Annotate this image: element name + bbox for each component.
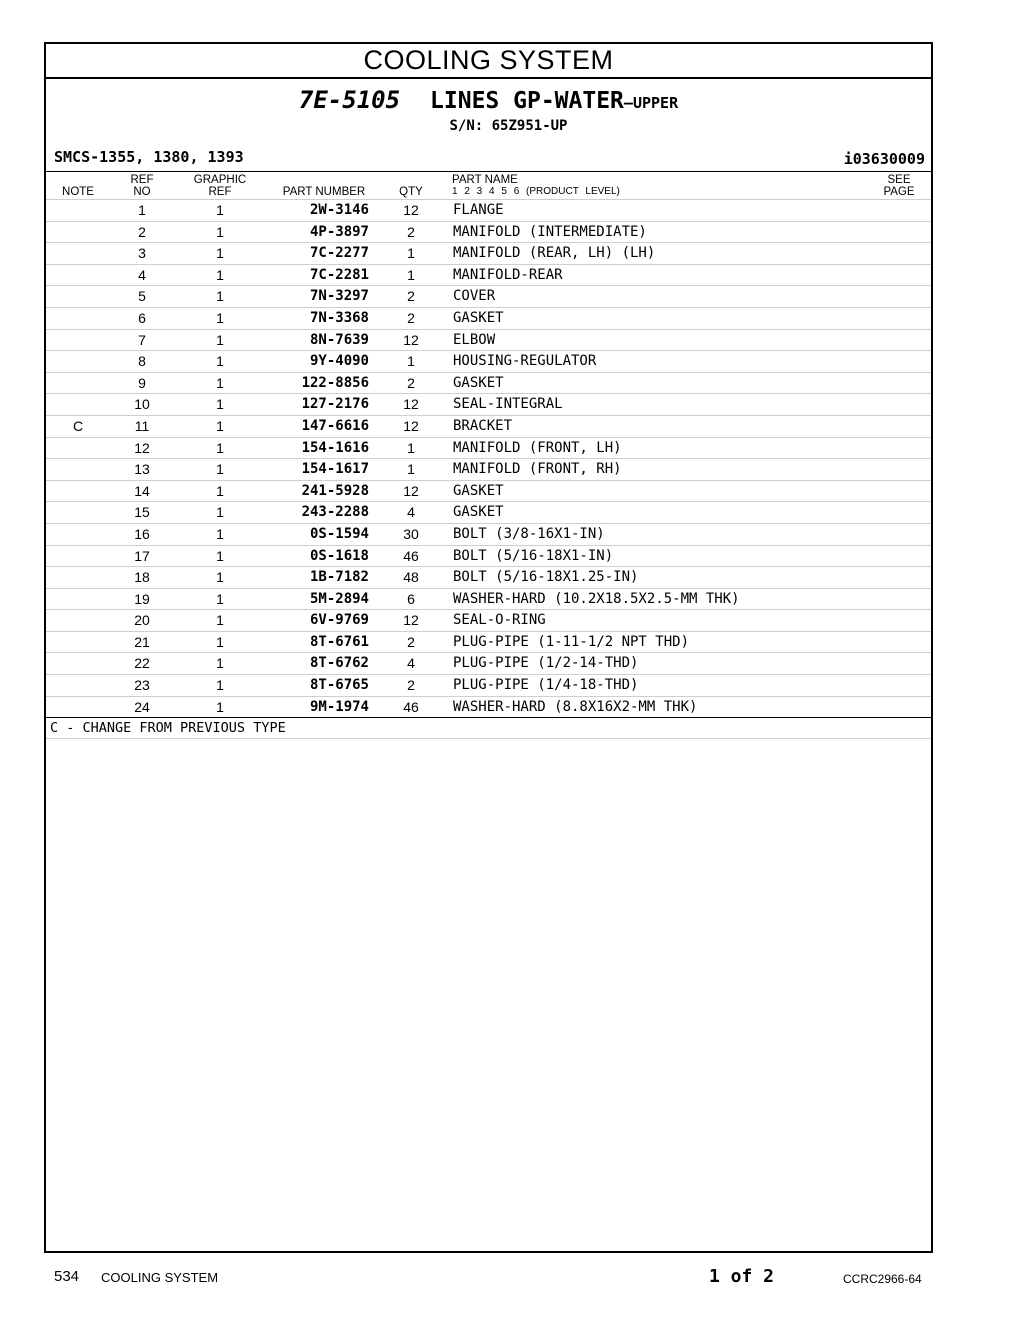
ref-number-cell: 23 <box>134 677 150 694</box>
quantity-cell: 1 <box>407 266 415 283</box>
footer-page-number: 534 <box>54 1268 80 1285</box>
part-name-cell: GASKET <box>453 504 504 521</box>
part-number-cell: 4P-3897 <box>309 223 369 240</box>
serial-range: S/N: 65Z951-UP <box>449 118 568 134</box>
col-header-ref-top: REF <box>130 174 154 186</box>
part-name-cell: HOUSING-REGULATOR <box>453 353 597 370</box>
col-header-product-levels: 1 2 3 4 5 6 (PRODUCT LEVEL) <box>452 186 620 197</box>
part-number-cell: 127-2176 <box>301 396 369 413</box>
group-number: 7E-5105 <box>298 86 401 114</box>
table-row <box>46 264 931 286</box>
graphic-ref-cell: 1 <box>216 396 224 413</box>
footnote-text: C - CHANGE FROM PREVIOUS TYPE <box>50 720 286 737</box>
graphic-ref-cell: 1 <box>216 677 224 694</box>
part-name-cell: WASHER-HARD (8.8X16X2-MM THK) <box>453 698 698 715</box>
table-row <box>46 458 931 480</box>
ref-number-cell: 14 <box>134 482 150 499</box>
col-header-qty: QTY <box>399 186 423 198</box>
ref-number-cell: 11 <box>134 417 150 434</box>
table-row <box>46 329 931 351</box>
part-name-cell: SEAL-INTEGRAL <box>453 396 563 413</box>
header-divider <box>46 171 931 172</box>
ref-number-cell: 12 <box>134 439 150 456</box>
graphic-ref-cell: 1 <box>216 353 224 370</box>
part-name-cell: COVER <box>453 288 496 305</box>
part-name-cell: BOLT (5/16-18X1.25-IN) <box>453 569 639 586</box>
col-header-ref-bottom: NO <box>133 186 151 198</box>
footer-doc-code: CCRC2966-64 <box>843 1272 922 1286</box>
table-row <box>46 631 931 653</box>
parts-table <box>46 199 931 739</box>
quantity-cell: 1 <box>407 353 415 370</box>
ref-number-cell: 15 <box>134 504 150 521</box>
graphic-ref-cell: 1 <box>216 698 224 715</box>
graphic-ref-cell: 1 <box>216 590 224 607</box>
part-name-cell: BOLT (5/16-18X1-IN) <box>453 547 614 564</box>
graphic-ref-cell: 1 <box>216 569 224 586</box>
graphic-ref-cell: 1 <box>216 223 224 240</box>
table-row <box>46 674 931 696</box>
ref-number-cell: 24 <box>134 698 150 715</box>
parts-page-frame <box>44 42 933 1253</box>
part-number-cell: 154-1617 <box>301 461 369 478</box>
table-row <box>46 285 931 307</box>
ref-number-cell: 22 <box>134 655 150 672</box>
ref-number-cell: 10 <box>134 396 150 413</box>
part-name-cell: MANIFOLD-REAR <box>453 266 563 283</box>
graphic-ref-cell: 1 <box>216 266 224 283</box>
part-number-cell: 8T-6761 <box>309 633 369 650</box>
part-name-cell: GASKET <box>453 374 504 391</box>
part-name-cell: ELBOW <box>453 331 496 348</box>
ref-number-cell: 16 <box>134 525 150 542</box>
group-qualifier: —UPPER <box>623 94 679 112</box>
col-header-see-page <box>876 174 922 198</box>
ref-number-cell: 19 <box>134 590 150 607</box>
part-number-cell: 0S-1618 <box>309 547 369 564</box>
quantity-cell: 46 <box>403 698 419 715</box>
smcs-codes: SMCS-1355, 1380, 1393 <box>54 148 244 166</box>
ref-number-cell: 2 <box>138 223 146 240</box>
section-title: COOLING SYSTEM <box>46 44 931 79</box>
footer-page-of: 1 of 2 <box>709 1266 775 1287</box>
part-number-cell: 243-2288 <box>301 504 369 521</box>
quantity-cell: 1 <box>407 439 415 456</box>
quantity-cell: 12 <box>403 482 419 499</box>
col-header-note: NOTE <box>62 186 94 198</box>
illustration-id: i03630009 <box>843 150 925 168</box>
part-number-cell: 5M-2894 <box>309 590 369 607</box>
ref-number-cell: 17 <box>134 547 150 564</box>
table-row <box>46 199 931 221</box>
table-row <box>46 696 931 718</box>
part-number-cell: 122-8856 <box>301 374 369 391</box>
quantity-cell: 12 <box>403 612 419 629</box>
table-row <box>46 566 931 588</box>
part-number-cell: 8T-6762 <box>309 655 369 672</box>
part-number-cell: 6V-9769 <box>309 612 369 629</box>
part-name-cell: PLUG-PIPE (1/4-18-THD) <box>453 677 639 694</box>
graphic-ref-cell: 1 <box>216 439 224 456</box>
group-title <box>46 86 931 114</box>
col-header-ref <box>118 174 166 198</box>
quantity-cell: 2 <box>407 677 415 694</box>
part-name-cell: GASKET <box>453 482 504 499</box>
quantity-cell: 30 <box>403 525 419 542</box>
graphic-ref-cell: 1 <box>216 288 224 305</box>
col-header-see-bottom: PAGE <box>883 186 915 198</box>
quantity-cell: 46 <box>403 547 419 564</box>
table-row <box>46 480 931 502</box>
col-header-see-top: SEE <box>887 174 911 186</box>
graphic-ref-cell: 1 <box>216 655 224 672</box>
part-number-cell: 7N-3297 <box>309 288 369 305</box>
part-number-cell: 1B-7182 <box>309 569 369 586</box>
col-header-graphic-top: GRAPHIC <box>193 174 247 186</box>
part-name-cell: FLANGE <box>453 202 504 218</box>
part-number-cell: 241-5928 <box>301 482 369 499</box>
graphic-ref-cell: 1 <box>216 309 224 326</box>
quantity-cell: 2 <box>407 374 415 391</box>
group-name: LINES GP-WATER <box>430 88 624 114</box>
quantity-cell: 2 <box>407 633 415 650</box>
note-cell: C <box>72 417 84 434</box>
graphic-ref-cell: 1 <box>216 417 224 434</box>
part-name-cell: PLUG-PIPE (1/2-14-THD) <box>453 655 639 672</box>
ref-number-cell: 13 <box>134 461 150 478</box>
table-row <box>46 652 931 674</box>
graphic-ref-cell: 1 <box>216 374 224 391</box>
part-name-cell: PLUG-PIPE (1-11-1/2 NPT THD) <box>453 633 690 650</box>
table-row <box>46 350 931 372</box>
ref-number-cell: 9 <box>138 374 146 391</box>
ref-number-cell: 21 <box>134 633 150 650</box>
table-row <box>46 221 931 243</box>
part-name-cell: GASKET <box>453 309 504 326</box>
graphic-ref-cell: 1 <box>216 633 224 650</box>
quantity-cell: 2 <box>407 288 415 305</box>
part-name-cell: MANIFOLD (FRONT, LH) <box>453 439 622 456</box>
ref-number-cell: 8 <box>138 353 146 370</box>
ref-number-cell: 5 <box>138 288 146 305</box>
quantity-cell: 2 <box>407 223 415 240</box>
part-name-cell: MANIFOLD (FRONT, RH) <box>453 461 622 478</box>
quantity-cell: 1 <box>407 461 415 478</box>
quantity-cell: 1 <box>407 245 415 262</box>
quantity-cell: 4 <box>407 504 415 521</box>
ref-number-cell: 18 <box>134 569 150 586</box>
table-row <box>46 437 931 459</box>
part-name-cell: MANIFOLD (INTERMEDIATE) <box>453 223 647 240</box>
part-number-cell: 2W-3146 <box>309 202 369 218</box>
table-row <box>46 588 931 610</box>
col-header-graphic-bottom: REF <box>208 186 232 198</box>
graphic-ref-cell: 1 <box>216 525 224 542</box>
quantity-cell: 12 <box>403 417 419 434</box>
part-number-cell: 147-6616 <box>301 417 369 434</box>
graphic-ref-cell: 1 <box>216 504 224 521</box>
part-number-cell: 0S-1594 <box>309 525 369 542</box>
table-row <box>46 242 931 264</box>
part-name-cell: BRACKET <box>453 417 513 434</box>
quantity-cell: 12 <box>403 396 419 413</box>
part-number-cell: 9M-1974 <box>309 698 369 715</box>
quantity-cell: 12 <box>403 202 419 218</box>
part-number-cell: 8T-6765 <box>309 677 369 694</box>
table-row <box>46 545 931 567</box>
table-row <box>46 393 931 415</box>
graphic-ref-cell: 1 <box>216 331 224 348</box>
part-name-cell: BOLT (3/8-16X1-IN) <box>453 525 605 542</box>
part-number-cell: 154-1616 <box>301 439 369 456</box>
part-number-cell: 7N-3368 <box>309 309 369 326</box>
table-row <box>46 609 931 631</box>
graphic-ref-cell: 1 <box>216 202 224 218</box>
part-number-cell: 8N-7639 <box>309 331 369 348</box>
quantity-cell: 2 <box>407 309 415 326</box>
col-header-part-name: PART NAME <box>452 174 518 186</box>
ref-number-cell: 7 <box>138 331 146 348</box>
table-row <box>46 307 931 329</box>
part-number-cell: 7C-2277 <box>309 245 369 262</box>
graphic-ref-cell: 1 <box>216 482 224 499</box>
graphic-ref-cell: 1 <box>216 612 224 629</box>
part-name-cell: SEAL-O-RING <box>453 612 546 629</box>
part-number-cell: 7C-2281 <box>309 266 369 283</box>
footnote-row <box>46 717 931 739</box>
part-name-cell: WASHER-HARD (10.2X18.5X2.5-MM THK) <box>453 590 740 607</box>
footer-section: COOLING SYSTEM <box>101 1270 219 1285</box>
ref-number-cell: 4 <box>138 266 146 283</box>
table-row <box>46 372 931 394</box>
col-header-part-number: PART NUMBER <box>282 186 366 198</box>
table-row <box>46 501 931 523</box>
quantity-cell: 4 <box>407 655 415 672</box>
ref-number-cell: 6 <box>138 309 146 326</box>
quantity-cell: 6 <box>407 590 415 607</box>
graphic-ref-cell: 1 <box>216 547 224 564</box>
ref-number-cell: 1 <box>138 202 146 218</box>
graphic-ref-cell: 1 <box>216 245 224 262</box>
col-header-graphic-ref <box>186 174 254 198</box>
ref-number-cell: 3 <box>138 245 146 262</box>
ref-number-cell: 20 <box>134 612 150 629</box>
part-number-cell: 9Y-4090 <box>309 353 369 370</box>
quantity-cell: 48 <box>403 569 419 586</box>
graphic-ref-cell: 1 <box>216 461 224 478</box>
table-row <box>46 415 931 437</box>
quantity-cell: 12 <box>403 331 419 348</box>
table-row <box>46 523 931 545</box>
part-name-cell: MANIFOLD (REAR, LH) (LH) <box>453 245 656 262</box>
